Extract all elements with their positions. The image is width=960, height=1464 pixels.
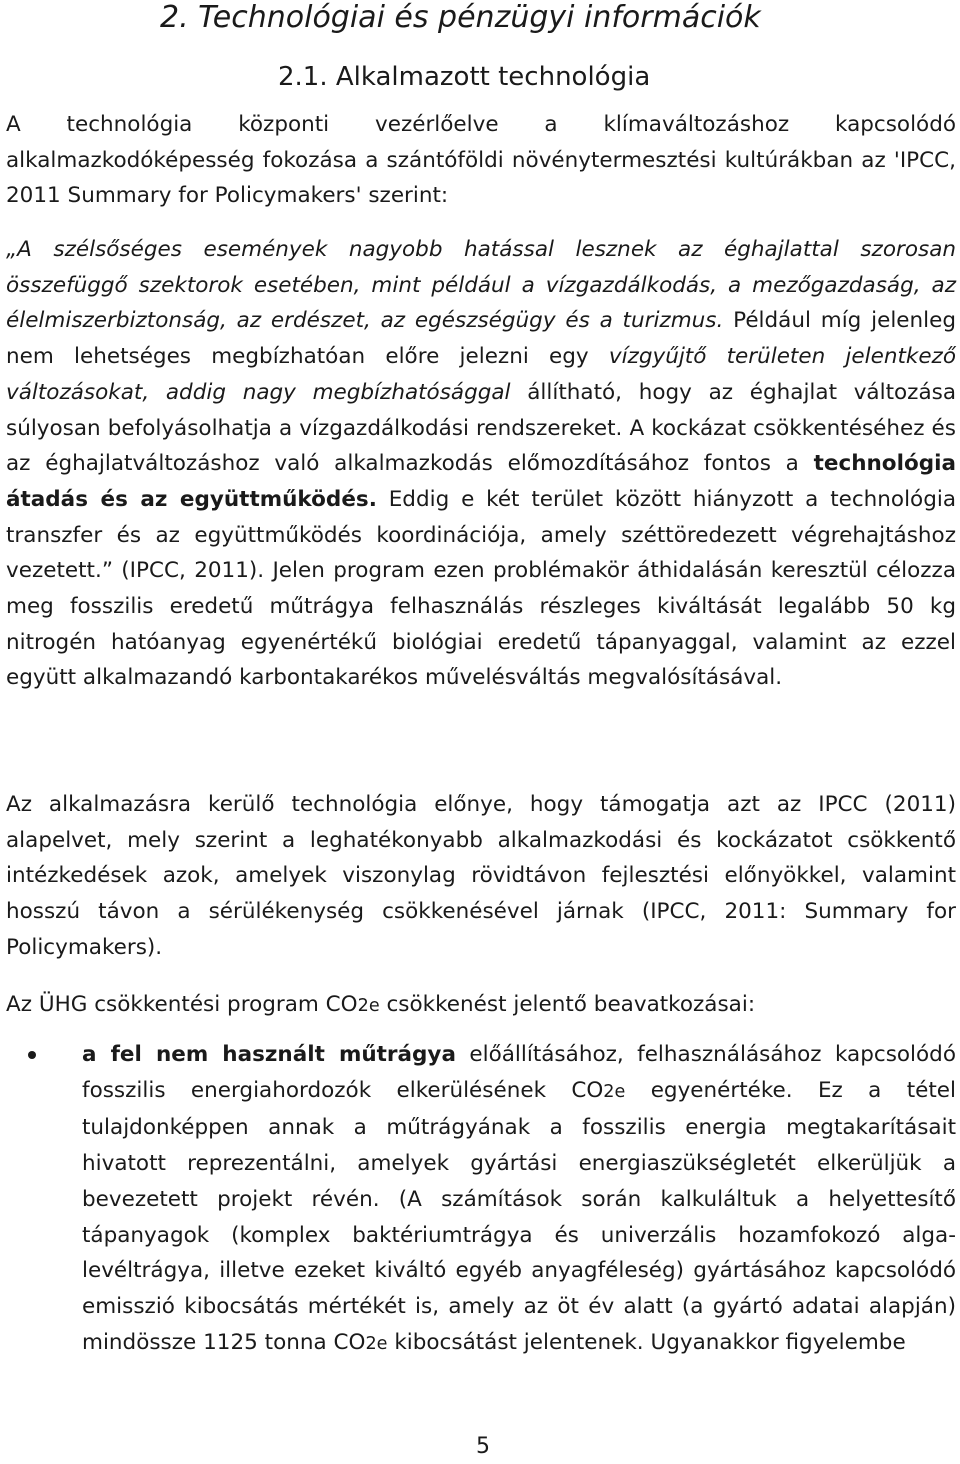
co2e-subscript: 2e [603,1081,626,1102]
ghg-text: Az ÜHG csökkentési program CO [6,992,358,1017]
quote-open-mark: „ [6,237,18,262]
technology-advantage-paragraph: Az alkalmazásra kerülő technológia előnye, hogy támogatja azt az IPCC (2011) alapelvet, mely szerint a leghatékonyabb alkalmazkodási és kockázatot csökkentő intézkedések azok, amelyek viszonylag rövidtávon fejlesztési előnyökkel, valamint hosszú távon a sérülékenység csökkenésével járnak (IPCC, 2011: Summary for Policymakers). [6,792,956,960]
page-number: 5 [476,1434,490,1459]
subsection-title: 2.1. Alkalmazott technológia [278,62,651,92]
co2e-subscript: 2e [365,1333,388,1354]
quote-italic-text: A szélsőséges események nagyobb hatással lesznek az éghajlattal szorosan összefüggő szektorok esetében, mint például a vízgazdálkodás, a mezőgazdaság, az élelmiszerbiztonság, az erdészet, az egészségügy és a turizmus. [6,237,956,334]
intro-paragraph: A technológia központi vezérlőelve a klímaváltozáshoz kapcsolódó alkalmazkodóképesség fokozása a szántóföldi növénytermesztési kultúrákban az 'IPCC, 2011 Summary for Policymakers' szerint: [6,112,956,209]
ipcc-quote-paragraph [6,232,956,696]
bullet-text: kibocsátást jelentenek. Ugyanakkor figyelembe [387,1329,906,1355]
list-item [82,1037,956,1362]
quote-text: Eddig e két terület között hiányzott a technológia transzfer és az együttműködés koordinációja, amely széttöredezett végrehajtáshoz vezetett.” (IPCC, 2011). Jelen program ezen problémakör áthidalásán keresztül célozza meg fosszilis eredetű műtrágya felhasználás részleges kiváltását legalább 50 kg nitrogén hatóanyag egyenértékű biológiai eredetű tápanyaggal, valamint az ezzel együtt alkalmazandó karbontakarékos művelésváltás megvalósításával. [6,486,956,691]
ghg-text: csökkenést jelentő beavatkozásai: [379,992,756,1017]
bullet-bold-lead: a fel nem használt műtrágya [82,1042,456,1067]
co2e-subscript: 2e [357,996,380,1016]
document-page [6,0,956,1464]
bullet-text: egyenértéke. Ez a tétel tulajdonképpen annak a műtrágyának a fosszilis energia megtakarításait hivatott reprezentálni, amelyek gyártási energiaszükségletét elkerüljük a bevezetett projekt révén. (A számítások során kalkuláltuk a helyettesítő tápanyagok (komplex baktériumtrágya és univerzális hozamfokozó alga-levéltrágya, illetve ezeket kiváltó egyéb anyagféleség) gyártásához kapcsolódó emisszió kibocsátás mértékét is, amely az öt év alatt (a gyártó adatai alapján) mindössze 1125 tonna CO [82,1077,956,1355]
bullet-dot-icon [28,1051,36,1059]
quote-bold-text: technológia átadás és az együttműködés. [6,451,956,512]
section-title: 2. Technológiai és pénzügyi információk [160,0,761,35]
bullet-text: előállításához, felhasználásához kapcsolódó fosszilis energiahordozók elkerülésének CO [82,1042,956,1103]
quote-text: állítható, hogy az éghajlat változása súlyosan befolyásolhatja a vízgazdálkodási rendszereket. A kockázat csökkentéséhez és az éghajlatváltozáshoz való alkalmazkodás előmozdításához fontos a [6,379,957,477]
quote-italic-text: vízgyűjtő területen jelentkező változásokat, addig [6,344,956,405]
ghg-program-paragraph [6,988,956,1023]
quote-emphasis: nagy megbízhatósággal [242,379,511,405]
quote-text: Például míg jelenleg nem lehetséges megbízhatóan előre jelezni egy [6,308,956,370]
